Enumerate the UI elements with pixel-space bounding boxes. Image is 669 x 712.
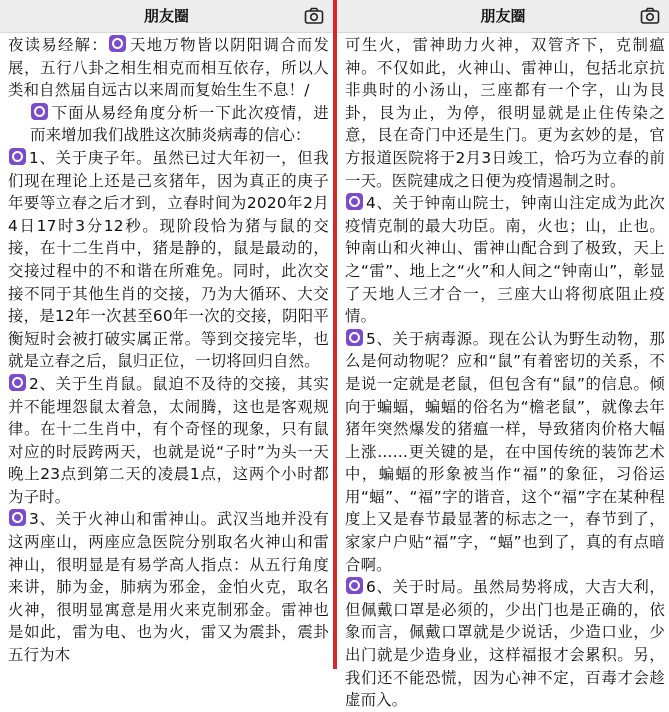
nav-bar [337, 0, 669, 33]
paragraph-text: 5、关于病毒源。现在公认为野生动物，那么是何动物呢？应和“鼠”有着密切的关系，不是说一定就是老鼠，但包含有“鼠”的信息。倾向于蝙蝠，蝙蝠的俗名为“檐老鼠”，就像去年猪年突然爆发的猪瘟一样，导致猪肉价格大幅上涨……更关键的是，在中国传统的装饰艺术中，蝙蝠的形象被当作“福”的象征，习俗运用“蝠”、“福”字的谐音，这个“福”字在某种程度上又是春节最显著的标志之一，春节到了，家家户户贴“福”字，“蝠”也到了，真的有点暗合啊。 [345, 329, 665, 574]
lead-text: 夜读易经解： [8, 36, 108, 54]
paragraph [345, 34, 665, 192]
paragraph-text: 天地万物皆以阴阳调合而发展，五行八卦之相生相克而相互依存，所以人类和自然届自远古以来周而复始生生不息！/ [8, 36, 329, 100]
right-screenshot [337, 0, 669, 710]
paragraph-text: 1、关于庚子年。虽然已过大年初一，但我们现在理论上还是己亥猪年，因为真正的庚子年要等立春之后才到，立春时间为2020年2月4日17时3分12秒。现阶段恰为猪与鼠的交接，在十二生肖中，猪是静的，鼠是最动的，交接过程中的不和谐在所难免。同时，此次交接不同于其他生肖的交接，乃为大循环、大交接，是12年一次甚至60年一次的交接，阴阳平衡短时会被打破实属正常。等到交接完毕，也就是立春之后，鼠归正位，一切将回归自然。 [8, 148, 329, 371]
paragraph-text: 下面从易经角度分析一下此次疫情，进而来增加我们战胜这次肺炎病毒的信心： [30, 103, 329, 145]
nav-bar [0, 0, 333, 33]
purple-sticker-emoji-icon [346, 577, 363, 594]
purple-sticker-emoji-icon [9, 374, 26, 391]
paragraph [345, 328, 665, 577]
purple-sticker-emoji-icon [9, 148, 26, 165]
nav-title: 朋友圈 [480, 7, 526, 25]
paragraph [8, 147, 329, 373]
paragraph-text: 2、关于生肖鼠。鼠迫不及待的交接，其实并不能埋怨鼠太着急，太闹腾，这也是客观规律。在十二生肖中，有个奇怪的现象，只有鼠对应的时辰跨两天，也就是说“子时”为头一天晚上23点到第二天的凌晨1点，这两个小时都为子时。 [8, 374, 329, 506]
post-text [8, 34, 329, 667]
paragraph [8, 373, 329, 509]
nav-title: 朋友圈 [143, 7, 189, 25]
paragraph-text: 可生火，雷神助力火神，双管齐下，克制瘟神。不仅如此，火神山、雷神山，包括北京抗非典时的小汤山，三座都有一个字，山为艮卦，艮为止，为停，很明显就是止住传染之意，艮在奇门中还是生门。更为玄妙的是，官方报道医院将于2月3日竣工，恰巧为立春的前一天。医院建成之日便为疫情遏制之时。 [345, 36, 665, 190]
purple-sticker-emoji-icon [346, 329, 363, 346]
paragraph-text: 4、关于钟南山院士，钟南山注定成为此次疫情克制的最大功臣。南，火也；山，止也。钟南山和火神山、雷神山配合到了极致，天上之“雷”、地上之“火”和人间之“钟南山”，彰显了天地人三才合一，三座大山将彻底阻止疫情。 [345, 194, 665, 326]
purple-sticker-emoji-icon [31, 103, 48, 120]
paragraph-text: 6、关于时局。虽然局势将成，大吉大利，但佩戴口罩是必须的，少出门也是正确的，依象而言，佩戴口罩就是少说话，少造口业，少出门就是少造身业，这样福报才会累积。另，我们还不能恐慌，因为心神不定，百毒才会趁虚而入。 [345, 578, 665, 710]
camera-icon[interactable] [304, 7, 324, 25]
left-screenshot [0, 0, 333, 669]
paragraph [345, 192, 665, 328]
paragraph [345, 576, 665, 712]
purple-sticker-emoji-icon [9, 509, 26, 526]
paragraph [8, 508, 329, 666]
paragraph-text: 3、关于火神山和雷神山。武汉当地并没有这两座山，两座应急医院分别取名火神山和雷神山，很明显是有易学高人指点：从五行角度来讲，肺为金，肺病为邪金，金怕火克，取名火神，很明显寓意是用火来克制邪金。雷神也是如此，雷为电、也为火，雷又为震卦，震卦五行为木 [8, 510, 329, 665]
post-text [345, 34, 665, 712]
paragraph [8, 34, 329, 102]
paragraph [8, 102, 329, 147]
camera-icon[interactable] [640, 7, 660, 25]
purple-sticker-emoji-icon [109, 35, 126, 52]
purple-sticker-emoji-icon [346, 193, 363, 210]
